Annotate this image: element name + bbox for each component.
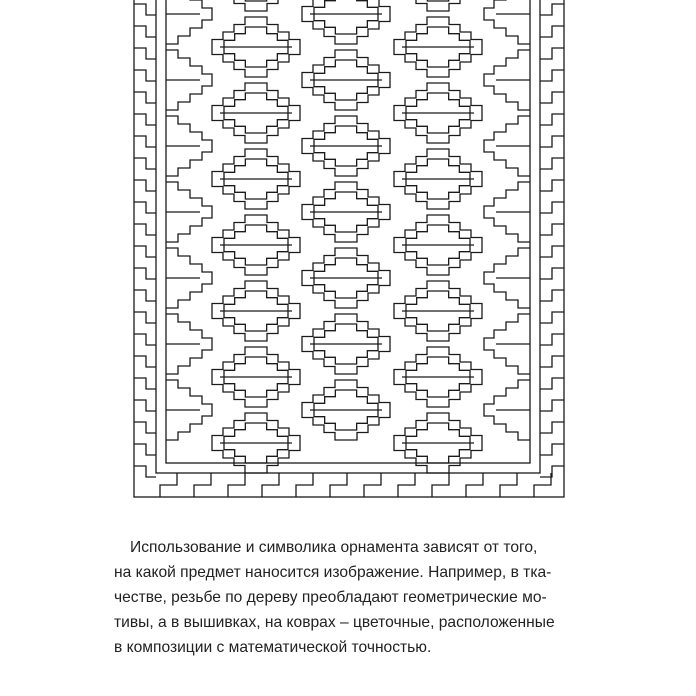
border-tooth-left bbox=[134, 334, 156, 345]
border-tooth-left bbox=[134, 378, 156, 389]
paragraph-line: в композиции с математической точностью. bbox=[114, 639, 432, 656]
border-tooth-right bbox=[540, 224, 564, 235]
border-tooth-left bbox=[134, 158, 156, 169]
paragraph-line: Использование и символика орнамента зависят от того, bbox=[130, 539, 538, 556]
border-tooth-bottom bbox=[194, 473, 211, 497]
border-tooth-left bbox=[134, 202, 156, 213]
border-tooth-bottom bbox=[500, 473, 517, 497]
border-tooth-right bbox=[540, 356, 564, 367]
border-tooth-left bbox=[134, 92, 156, 103]
border-tooth-right bbox=[540, 48, 564, 59]
border-tooth-right bbox=[540, 444, 564, 455]
border-tooth-left bbox=[134, 114, 156, 125]
border-tooth-bottom bbox=[432, 473, 449, 497]
border-tooth-left bbox=[134, 4, 156, 15]
border-tooth-right bbox=[540, 378, 564, 389]
border-tooth-right bbox=[540, 290, 564, 301]
edge-half-motif bbox=[484, 0, 530, 44]
border-tooth-right bbox=[540, 422, 564, 433]
border-tooth-left bbox=[134, 400, 156, 411]
border-tooth-left bbox=[134, 290, 156, 301]
border-tooth-right bbox=[540, 70, 564, 81]
border-tooth-bottom bbox=[228, 473, 245, 497]
border-tooth-left bbox=[134, 466, 156, 477]
border-tooth-left bbox=[134, 70, 156, 81]
border-tooth-right bbox=[540, 26, 564, 37]
border-tooth-right bbox=[540, 466, 564, 477]
border-tooth-right bbox=[540, 180, 564, 191]
stepped-diamond-outer bbox=[302, 0, 390, 44]
paragraph-line: тивы, а в вышивках, на коврах – цветочные, расположенные bbox=[114, 614, 555, 631]
paragraph-line: честве, резьбе по дереву преобладают геометрические мо- bbox=[114, 589, 547, 606]
border-tooth-right bbox=[540, 246, 564, 257]
border-tooth-bottom bbox=[262, 473, 279, 497]
border-tooth-left bbox=[134, 246, 156, 257]
border-tooth-left bbox=[134, 356, 156, 367]
border-tooth-right bbox=[540, 92, 564, 103]
body-paragraph bbox=[114, 535, 584, 660]
border-tooth-bottom bbox=[466, 473, 483, 497]
paragraph-line: на какой предмет наносится изображение. Например, в тка- bbox=[114, 564, 552, 581]
border-tooth-right bbox=[540, 158, 564, 169]
border-tooth-left bbox=[134, 180, 156, 191]
border-tooth-right bbox=[540, 268, 564, 279]
border-tooth-left bbox=[134, 224, 156, 235]
border-tooth-right bbox=[540, 114, 564, 125]
border-tooth-bottom bbox=[364, 473, 381, 497]
ornament-border-frame bbox=[156, 0, 540, 473]
border-tooth-right bbox=[540, 400, 564, 411]
border-tooth-bottom bbox=[296, 473, 313, 497]
border-tooth-right bbox=[540, 136, 564, 147]
border-tooth-right bbox=[540, 4, 564, 15]
border-tooth-left bbox=[134, 268, 156, 279]
border-tooth-left bbox=[134, 26, 156, 37]
border-tooth-left bbox=[134, 48, 156, 59]
border-tooth-bottom bbox=[160, 473, 177, 497]
border-tooth-bottom bbox=[330, 473, 347, 497]
border-tooth-bottom bbox=[398, 473, 415, 497]
edge-half-motif bbox=[166, 0, 212, 44]
border-tooth-right bbox=[540, 312, 564, 323]
border-tooth-left bbox=[134, 312, 156, 323]
border-tooth-right bbox=[540, 334, 564, 345]
border-tooth-left bbox=[134, 444, 156, 455]
border-tooth-left bbox=[134, 422, 156, 433]
border-tooth-right bbox=[540, 202, 564, 213]
border-tooth-left bbox=[134, 136, 156, 147]
